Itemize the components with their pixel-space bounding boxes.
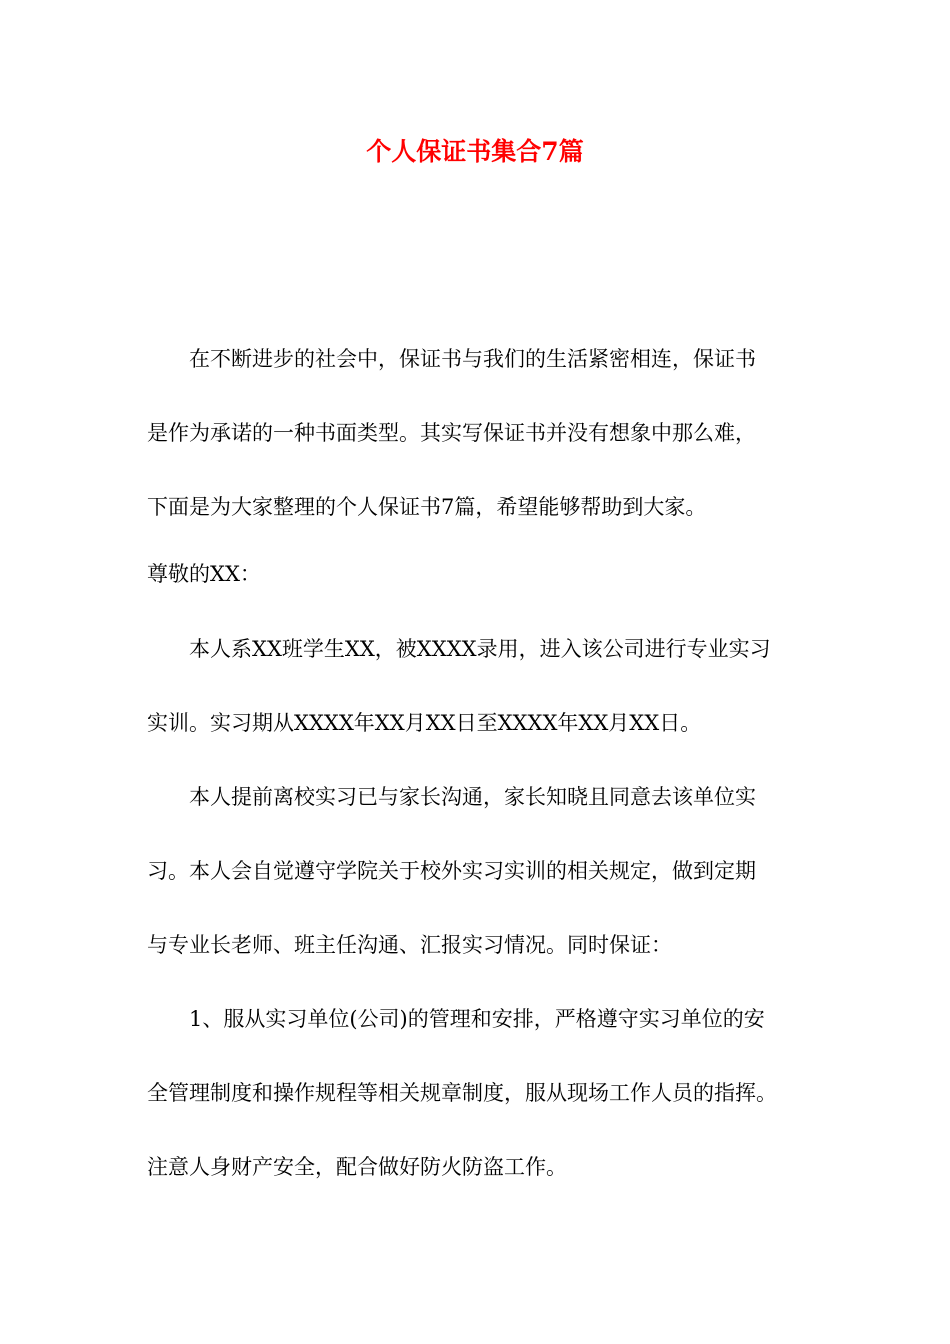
paragraph-line: 习。本人会自觉遵守学院关于校外实习实训的相关规定，做到定期 — [147, 859, 756, 883]
paragraph-line: 在不断进步的社会中，保证书与我们的生活紧密相连，保证书 — [189, 347, 756, 371]
paragraph-intro — [147, 322, 827, 544]
paragraph-line: 本人系XX班学生XX，被XXXX录用，进入该公司进行专业实习 — [189, 637, 771, 661]
paragraph-line: 全管理制度和操作规程等相关规章制度，服从现场工作人员的指挥。 — [147, 1081, 777, 1105]
document-title: 个人保证书集合7篇 — [366, 137, 584, 166]
paragraph-line: 1、服从实习单位(公司)的管理和安排，严格遵守实习单位的安 — [189, 1007, 765, 1031]
paragraph-line: 实训。实习期从XXXX年XX月XX日至XXXX年XX月XX日。 — [147, 711, 702, 735]
paragraph-pledge-item-1 — [147, 982, 827, 1204]
paragraph-parental-consent — [147, 760, 827, 982]
paragraph-line: 与专业长老师、班主任沟通、汇报实习情况。同时保证： — [147, 933, 672, 957]
paragraph-line: 注意人身财产安全，配合做好防火防盗工作。 — [147, 1155, 567, 1179]
salutation — [147, 544, 827, 604]
paragraph-line: 是作为承诺的一种书面类型。其实写保证书并没有想象中那么难， — [147, 421, 756, 445]
paragraph-line: 尊敬的XX： — [147, 562, 261, 586]
paragraph-student-info — [147, 612, 827, 760]
paragraph-line: 本人提前离校实习已与家长沟通，家长知晓且同意去该单位实 — [189, 785, 756, 809]
paragraph-line: 下面是为大家整理的个人保证书7篇，希望能够帮助到大家。 — [147, 495, 707, 519]
document-body — [147, 322, 827, 1204]
